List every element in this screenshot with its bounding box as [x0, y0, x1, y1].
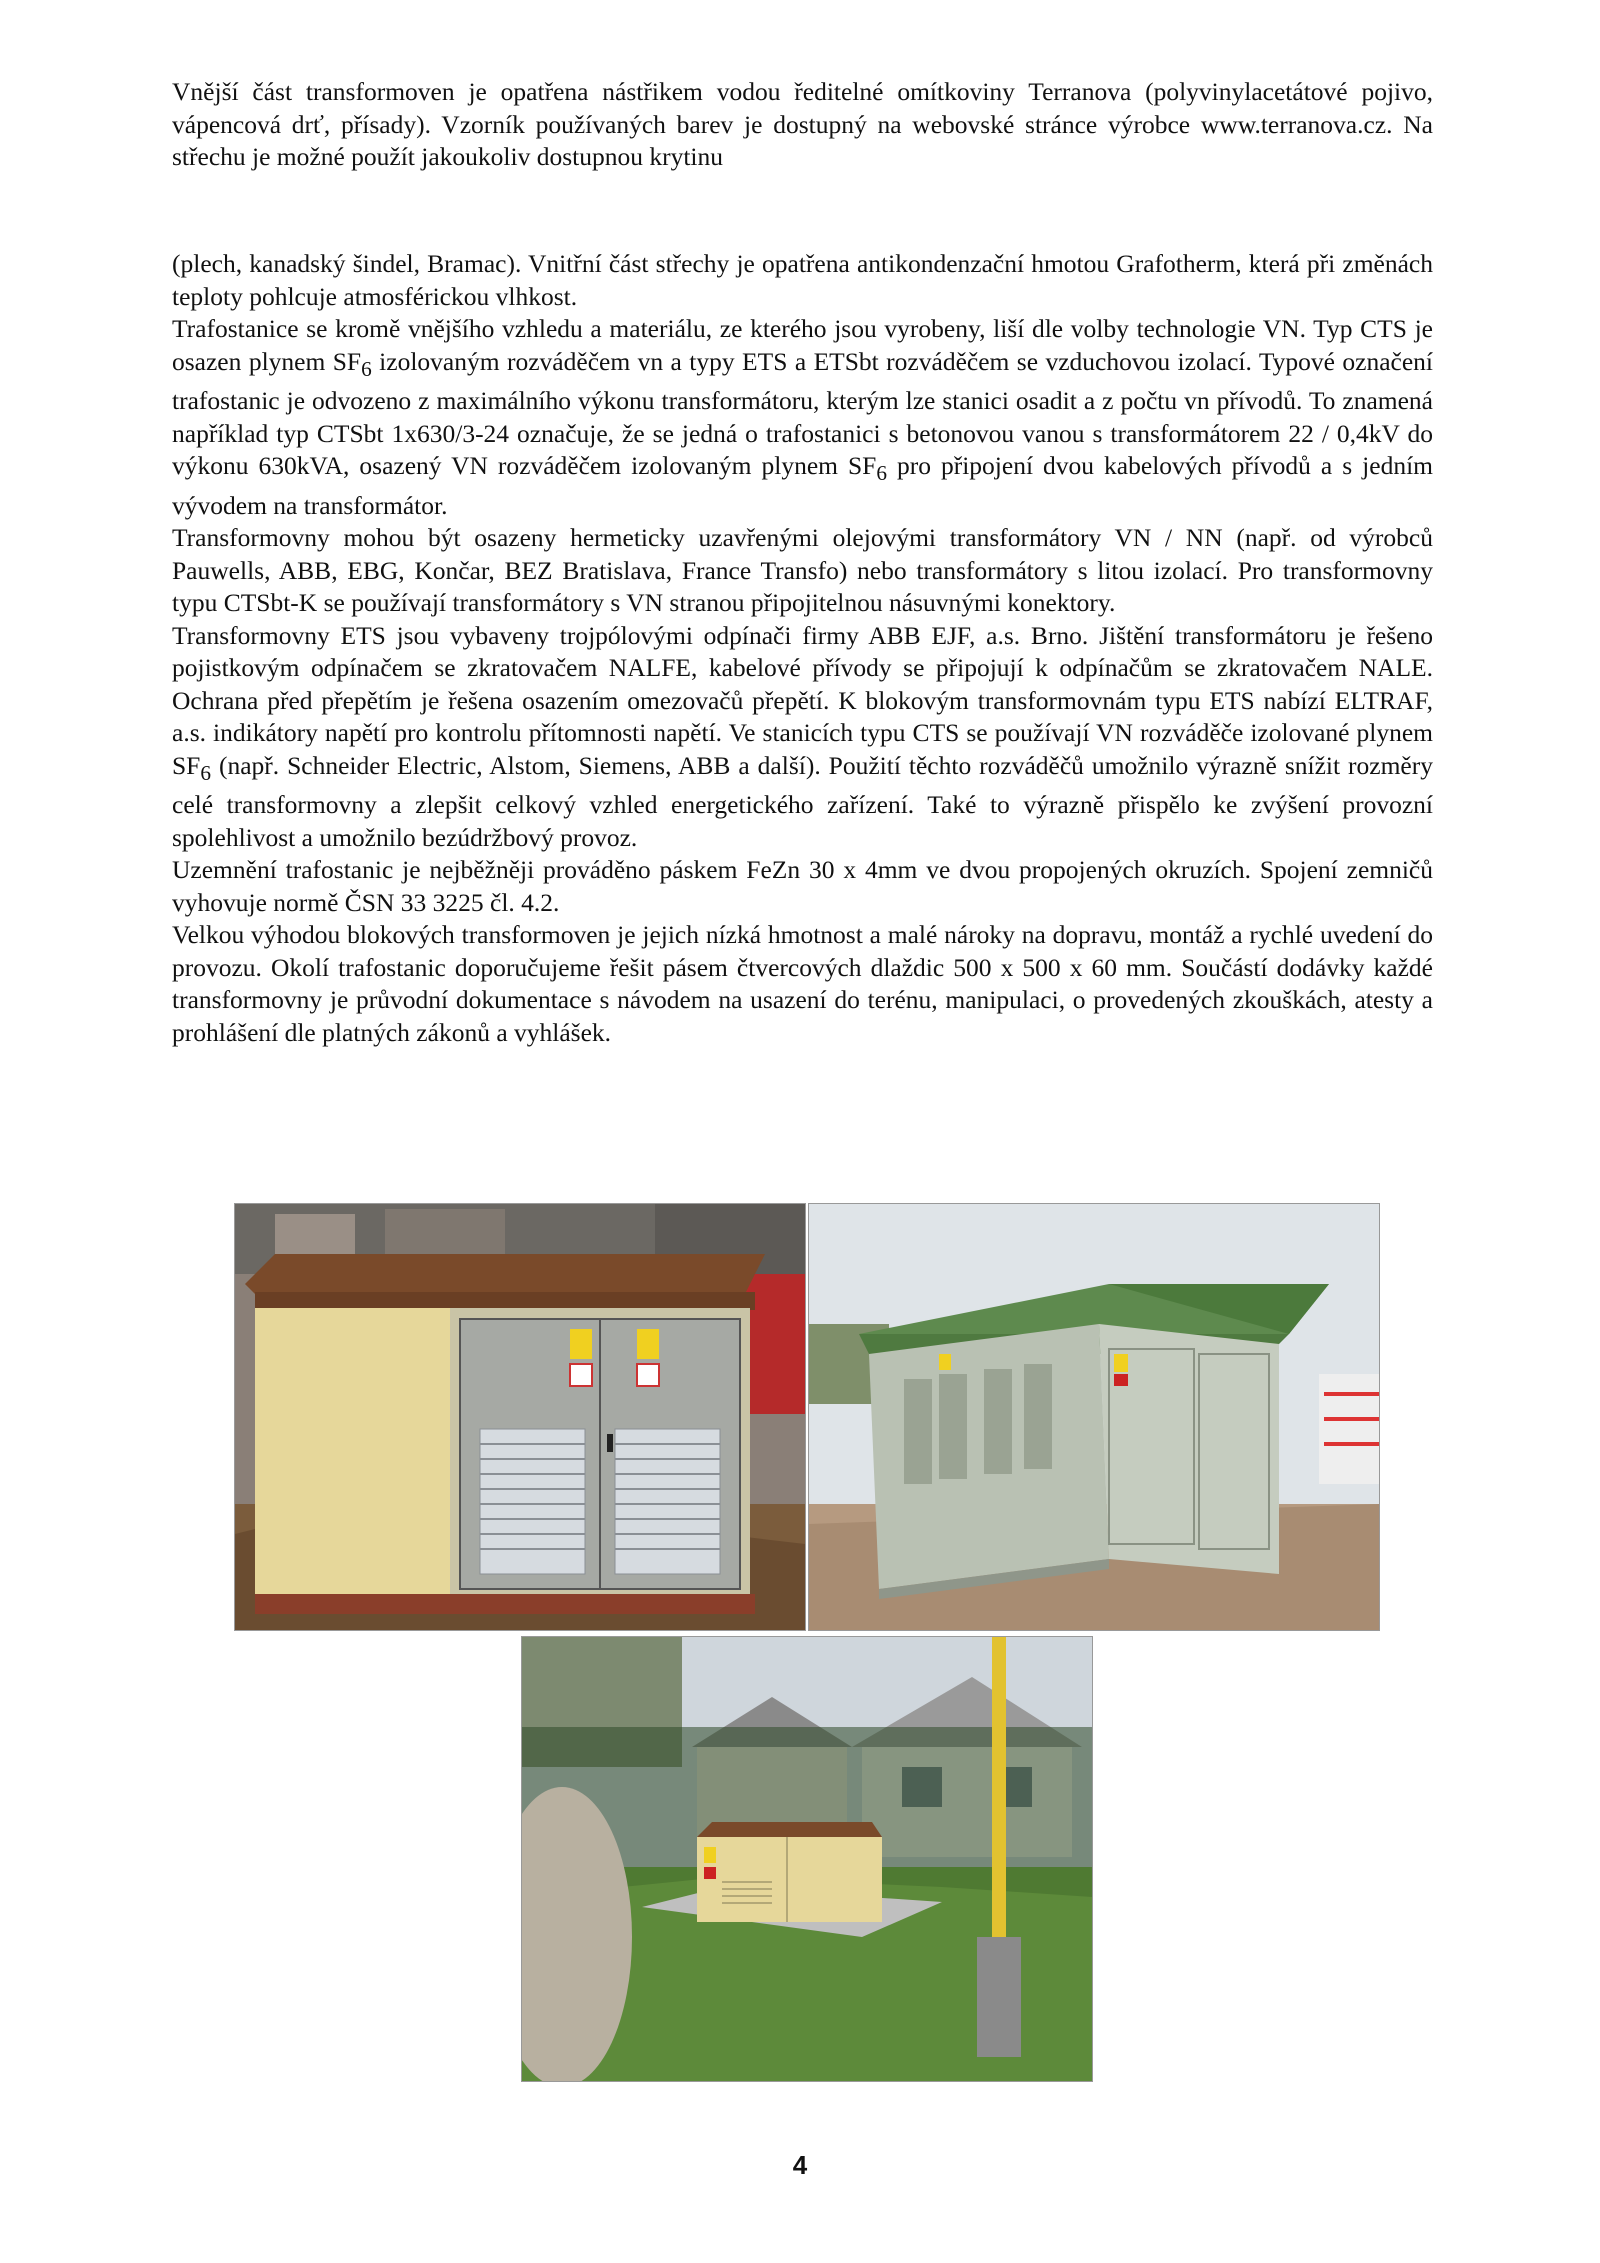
- sf6-subscript: 6: [876, 461, 887, 486]
- photo-small-station: [521, 1636, 1093, 2082]
- paragraph-benefits: Velkou výhodou blokových transformoven je jejich nízká hmotnost a malé nároky na dopravu, montáž a rychlé uvedení do provozu. Okolí trafostanic doporučujeme řešit pásem čtvercových dlaždic 500 x 500 x 60 mm. Součástí dodávky každé transformovny je průvodní dokumentace s návodem na usazení do terénu, manipulaci, o provedených zkouškách, atesty a prohlášení dle platných zákonů a vyhlášek.: [172, 920, 1433, 1047]
- paragraph-ets: [172, 620, 1433, 855]
- paragraph-roof: (plech, kanadský šindel, Bramac). Vnitřní část střechy je opatřena antikondenzační hmotou Grafotherm, která při změnách teploty pohlcuje atmosférickou vlhkost.: [172, 249, 1433, 311]
- paragraph-types-part2: izolovaným rozváděčem vn a typy ETS a ETSbt rozváděčem se vzduchovou izolací. Typové označení trafostanic je odvozeno z maximálního výkonu transformátoru, kterým lze stanici osadit a z počtu vn přívodů. To znamená například typ CTSbt 1x630/3-24 označuje, že se jedná o trafostanici s betonovou vanou s transformátorem 22 / 0,4kV do výkonu 630kVA, osazený VN rozváděčem izolovaným plynem SF: [172, 346, 1434, 481]
- paragraph-transformers: Transformovny mohou být osazeny hermeticky uzavřenými olejovými transformátory VN / NN (např. od výrobců Pauwells, ABB, EBG, Končar, BEZ Bratislava, France Transfo) nebo transformátory s litou izolací. Pro transformovny typu CTSbt-K se používají transformátory s VN stranou připojitelnou násuvnými konektory.: [172, 523, 1433, 618]
- sf6-subscript: 6: [361, 356, 372, 381]
- paragraph-ets-part2: (např. Schneider Electric, Alstom, Siemens, ABB a další). Použití těchto rozváděčů umožnilo výrazně snížit rozměry celé transformovny a zlepšit celkový vzhled energetického zařízení. Také to výrazně přispělo ke zvýšení provozní spolehlivost a umožnilo bezúdržbový provoz.: [172, 750, 1433, 852]
- paragraph-types-part3: pro připojení dvou kabelových přívodů a s jedním vývodem na transformátor.: [172, 451, 1433, 520]
- sf6-subscript: 6: [200, 760, 211, 785]
- text-block-main: [172, 248, 1433, 1049]
- photo-cream-station: [234, 1203, 806, 1631]
- paragraph-facade: Vnější část transformoven je opatřena nástřikem vodou ředitelné omítkoviny Terranova (polyvinylacetátové pojivo, vápencová drť, přísady). Vzorník používaných barev je dostupný na webovské stránce výrobce www.terranova.cz. Na střechu je možné použít jakoukoliv dostupnou krytinu: [172, 77, 1433, 171]
- paragraph-types: [172, 313, 1433, 522]
- page-number: 4: [792, 2150, 808, 2180]
- paragraph-ets-part1: Transformovny ETS jsou vybaveny trojpólovými odpínači firmy ABB EJF, a.s. Brno. Jištění transformátoru je řešeno pojistkovým odpínačem se zkratovačem NALFE, kabelové přívody se připojují k odpínačům se zkratovačem NALE. Ochrana před přepětím je řešena osazením omezovačů přepětí. K blokovým transformovnám typu ETS nabízí ELTRAF, a.s. indikátory napětí pro kontrolu přítomnosti napětí. Ve stanicích typu CTS se používají VN rozváděče izolované plynem SF: [172, 620, 1433, 780]
- paragraph-grounding: Uzemnění trafostanic je nejběžněji prováděno páskem FeZn 30 x 4mm ve dvou propojených okruzích. Spojení zemničů vyhovuje normě ČSN 33 3225 čl. 4.2.: [172, 855, 1433, 917]
- text-block-top: [172, 76, 1433, 174]
- photo-green-roof-station: [808, 1203, 1380, 1631]
- paragraph-types-part1: Trafostanice se kromě vnějšího vzhledu a materiálu, ze kterého jsou vyrobeny, liší dle volby technologie VN. Typ CTS je osazen plynem SF: [172, 314, 1433, 376]
